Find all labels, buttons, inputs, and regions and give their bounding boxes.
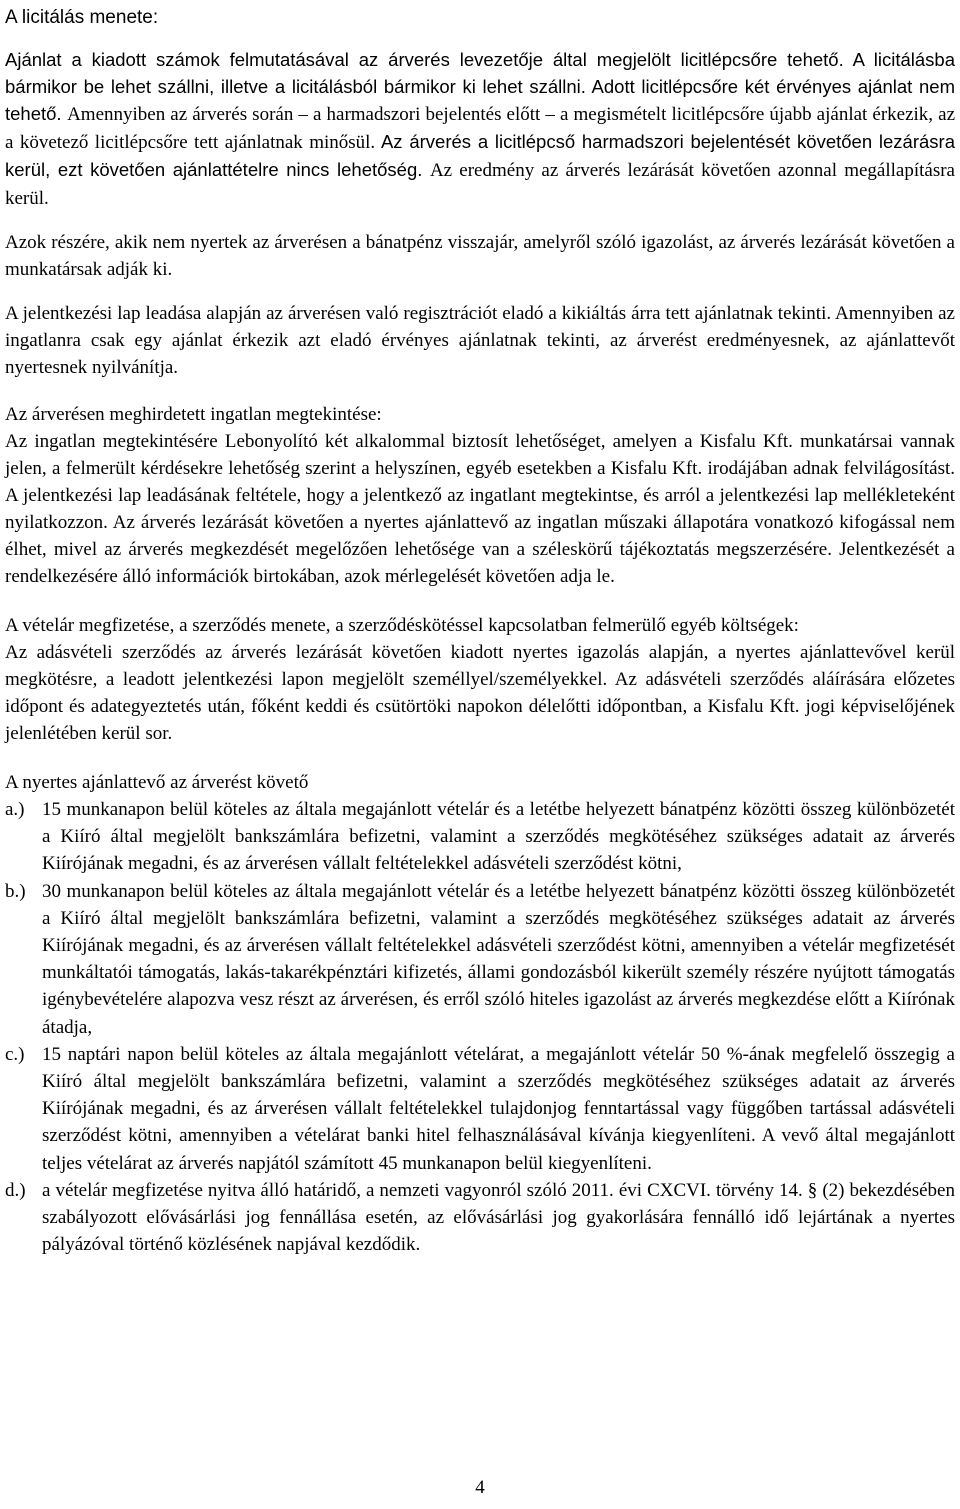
list-item xyxy=(5,796,955,878)
list-item-marker: b.) xyxy=(5,880,26,902)
payment-paragraph: Az adásvételi szerződés az árverés lezárását követően kiadott nyertes igazolás alapján, a nyertes ajánlattevővel kerül megkötésre, a leadott jelentkezési lapon megjelölt személlyel/személyekkel. Az adásvételi szerződés aláírására előzetes időpont és adategyeztetés után, főként keddi és csütörtöki napokon délelőtti időpontban, a Kisfalu Kft. jogi képviselőjének jelenlétében kerül sor. xyxy=(5,642,955,744)
list-item xyxy=(5,1041,955,1177)
bidding-text-part-2: Amennyiben az árverés során – a harmadszori bejelentés előtt – a megismételt licitlépcsőre újabb ajánlat érkezik, az a követező licitlépcsőre tett ajánlatnak minősül. xyxy=(5,104,956,153)
registration-paragraph: A jelentkezési lap leadása alapján az árverésen való regisztrációt eladó a kikiáltás árra tett ajánlatnak tekinti. Amennyiben az ingatlanra csak egy ajánlat érkezik azt eladó érvényes ajánlatnak tekinti, az árverést eredményesnek, az ajánlattevőt nyertesnek nyilvánítja. xyxy=(5,303,955,378)
bid-return-paragraph: Azok részére, akik nem nyertek az árverésen a bánatpénz visszajár, amelyről szóló igazolást, az árverés lezárását követően a munkatársak adják ki. xyxy=(5,232,955,280)
page-number: 4 xyxy=(475,1477,485,1498)
list-item-text: 15 naptári napon belül köteles az általa megajánlott vételárat, a megajánlott vételár 50 %-ának megfelelő összegig a Kiíró által megjelölt bankszámlára befizetni, valamint a szerződés megkötéséhez szükséges adatait az árverés Kiírójának megadni, és az árverésen vállalt feltételekkel tulajdonjog fenntartással vagy függőben tartással adásvételi szerződést kötni, amennyiben a vételárat banki hitel felhasználásával kívánja kiegyenlíteni. A vevő által megajánlott teljes vételárat az árverés napjától számított 45 munkanapon belül kiegyenlíteni. xyxy=(42,1043,955,1174)
bidding-paragraph xyxy=(5,46,955,212)
section-heading-bidding: A licitálás menete: xyxy=(5,7,159,28)
winner-obligations-list xyxy=(5,796,955,1258)
document-page xyxy=(5,0,955,1258)
list-item-text: 15 munkanapon belül köteles az általa megajánlott vételár és a letétbe helyezett bánatpénz közötti összeg különbözetét a Kiíró által megjelölt bankszámlára befizetni, valamint a szerződés megkötéséhez szükséges adatait az árverés Kiírójának megadni, és az árverésen vállalt feltételekkel adásvételi szerződést kötni, xyxy=(42,799,955,875)
section-heading-payment: A vételár megfizetése, a szerződés menete, a szerződéskötéssel kapcsolatban felmerülő egyéb költségek: xyxy=(5,615,799,636)
list-item-marker: d.) xyxy=(5,1179,26,1201)
list-item-text: 30 munkanapon belül köteles az általa megajánlott vételár és a letétbe helyezett bánatpénz közötti összeg különbözetét a Kiíró által megjelölt bankszámlára befizetni, valamint a szerződés megkötéséhez szükséges adatait az árverés Kiírójának megadni, és az árverésen vállalt feltételekkel adásvételi szerződést kötni, amennyiben a vételár megfizetését munkáltatói támogatás, lakás-takarékpénztári kifizetés, állami gondozásból kikerült személy részére nyújtott támogatás igénybevételére alapozva vesz részt az árverésen, és erről szóló hiteles igazolást az árverés megkezdése előtt a Kiírónak átadja, xyxy=(42,880,955,1038)
list-item-marker: c.) xyxy=(5,1043,25,1065)
bidding-text-part-3: Az árverés a licitlépcső harmadszori bejelentését követően lezárásra kerül, ezt követően ajánlattételre nincs lehetőség. xyxy=(5,131,955,180)
list-item xyxy=(5,878,955,1041)
list-item-text: a vételár megfizetése nyitva álló határidő, a nemzeti vagyonról szóló 2011. évi CXCVI. törvény 14. § (2) bekezdésében szabályozott elővásárlási jog fennállása esetén, az elővásárlási jog gyakorlására fennálló idő lejártának a nyertes pályázóval történő közlésének napjával kezdődik. xyxy=(42,1179,955,1256)
viewing-paragraph: Az ingatlan megtekintésére Lebonyolító két alkalommal biztosít lehetőséget, amelyen a Kisfalu Kft. munkatársai vannak jelen, a felmerült kérdésekre lehetőség szerint a helyszínen, egyéb esetekben a Kisfalu Kft. irodájában adnak felvilágosítást. A jelentkezési lap leadásának feltétele, hogy a jelentkező az ingatlant megtekintse, és arról a jelentkezési lap mellékleteként nyilatkozzon. Az árverés lezárását követően a nyertes ajánlattevő az ingatlan műszaki állapotára vonatkozó kifogással nem élhet, mivel az árverés megkezdését megelőzően lehetősége van a széleskörű tájékoztatás megszerzésére. Jelentkezését a rendelkezésére álló információk birtokában, azok mérlegelését követően adja le. xyxy=(5,431,955,587)
section-heading-winner: A nyertes ajánlattevő az árverést követő xyxy=(5,772,309,793)
list-item-marker: a.) xyxy=(5,799,25,820)
list-item xyxy=(5,1177,955,1259)
section-heading-viewing: Az árverésen meghirdetett ingatlan megtekintése: xyxy=(5,404,382,425)
bidding-text-part-1: Ajánlat a kiadott számok felmutatásával az árverés levezetője által megjelölt licitlépcsőre tehető. A licitálásba bármikor be lehet szállni, illetve a licitálásból bármikor ki lehet szállni. Adott licitlépcsőre két érvényes ajánlat nem tehető. xyxy=(5,49,955,124)
bidding-text-part-4: Az eredmény az árverés lezárását követően azonnal megállapításra kerül. xyxy=(5,160,955,209)
